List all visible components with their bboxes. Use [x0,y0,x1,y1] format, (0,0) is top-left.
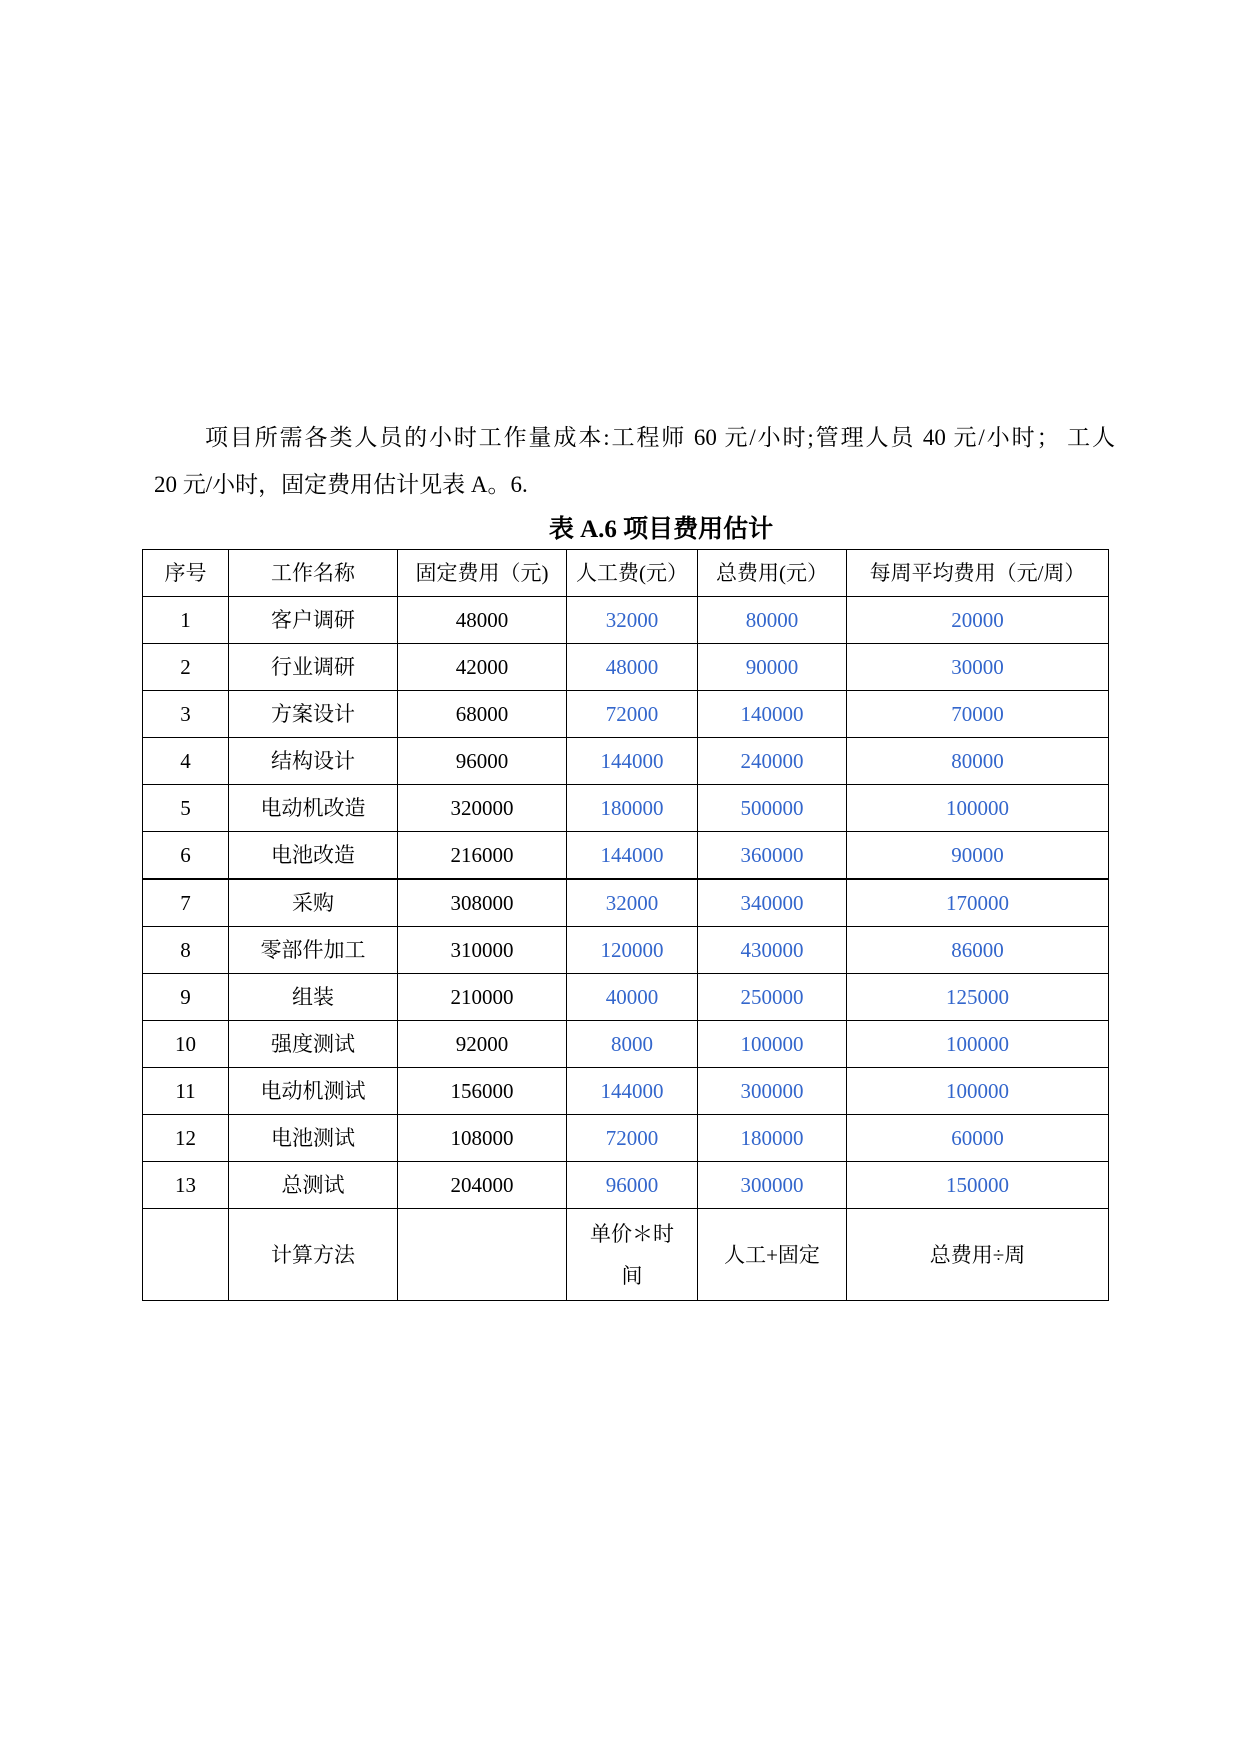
header-seq: 序号 [143,550,229,597]
cell-fixed-cost: 210000 [398,974,567,1021]
cell-total-cost: 90000 [698,644,847,691]
cell-total-cost: 430000 [698,927,847,974]
cell-total-cost: 80000 [698,597,847,644]
header-task-name: 工作名称 [229,550,398,597]
cell-weekly-avg-cost: 86000 [847,927,1109,974]
cell-labor-cost: 144000 [567,738,698,785]
cell-fixed-cost: 204000 [398,1162,567,1209]
cell-task-name: 采购 [229,879,398,927]
cell-seq: 2 [143,644,229,691]
cell-weekly-avg-cost: 90000 [847,832,1109,880]
cell-labor-cost: 144000 [567,832,698,880]
cell-labor-cost: 40000 [567,974,698,1021]
cell-task-name: 电动机改造 [229,785,398,832]
table-row [143,597,1109,644]
method-cell-seq [143,1209,229,1301]
cell-task-name: 行业调研 [229,644,398,691]
table-row [143,1115,1109,1162]
cell-labor-cost: 8000 [567,1021,698,1068]
cell-labor-cost: 96000 [567,1162,698,1209]
method-cell-weekly-avg-cost: 总费用÷周 [847,1209,1109,1301]
cell-fixed-cost: 42000 [398,644,567,691]
header-weekly-avg-cost: 每周平均费用（元/周） [847,550,1109,597]
method-cell-labor-cost [567,1209,698,1301]
cell-seq: 4 [143,738,229,785]
cell-labor-cost: 72000 [567,1115,698,1162]
method-labor-formula: 单价＊时间 [589,1221,674,1288]
cell-fixed-cost: 68000 [398,691,567,738]
cell-seq: 7 [143,879,229,927]
header-fixed-cost: 固定费用（元) [398,550,567,597]
cell-total-cost: 140000 [698,691,847,738]
cell-task-name: 客户调研 [229,597,398,644]
cell-task-name: 结构设计 [229,738,398,785]
cell-weekly-avg-cost: 30000 [847,644,1109,691]
table-row [143,691,1109,738]
cell-weekly-avg-cost: 20000 [847,597,1109,644]
table-row [143,738,1109,785]
cell-total-cost: 240000 [698,738,847,785]
cost-estimate-table [142,549,1109,1301]
cell-fixed-cost: 48000 [398,597,567,644]
cell-seq: 5 [143,785,229,832]
cell-labor-cost: 32000 [567,597,698,644]
cell-weekly-avg-cost: 80000 [847,738,1109,785]
cell-task-name: 组装 [229,974,398,1021]
cell-total-cost: 100000 [698,1021,847,1068]
cell-total-cost: 300000 [698,1068,847,1115]
cell-fixed-cost: 216000 [398,832,567,880]
cell-seq: 10 [143,1021,229,1068]
cell-fixed-cost: 92000 [398,1021,567,1068]
cell-total-cost: 250000 [698,974,847,1021]
cell-total-cost: 360000 [698,832,847,880]
cell-weekly-avg-cost: 100000 [847,785,1109,832]
cell-labor-cost: 180000 [567,785,698,832]
cell-weekly-avg-cost: 100000 [847,1068,1109,1115]
table-row [143,879,1109,927]
table-header-row [143,550,1109,597]
intro-paragraph-line-1: 项目所需各类人员的小时工作量成本:工程师 60 元/小时;管理人员 40 元/小时； 工人 [205,425,1115,450]
calculation-method-row [143,1209,1109,1301]
cell-seq: 3 [143,691,229,738]
cell-task-name: 方案设计 [229,691,398,738]
method-cell-fixed-cost [398,1209,567,1301]
intro-paragraph-line-2: 20 元/小时，固定费用估计见表 A。6. [154,472,528,497]
table-row [143,1021,1109,1068]
cell-total-cost: 180000 [698,1115,847,1162]
cell-fixed-cost: 96000 [398,738,567,785]
cell-task-name: 总测试 [229,1162,398,1209]
cell-weekly-avg-cost: 70000 [847,691,1109,738]
header-total-cost: 总费用(元） [698,550,847,597]
cell-seq: 13 [143,1162,229,1209]
cell-fixed-cost: 108000 [398,1115,567,1162]
table-row [143,974,1109,1021]
cell-labor-cost: 32000 [567,879,698,927]
cell-fixed-cost: 308000 [398,879,567,927]
cell-total-cost: 300000 [698,1162,847,1209]
method-cell-total-cost: 人工+固定 [698,1209,847,1301]
cell-weekly-avg-cost: 150000 [847,1162,1109,1209]
cell-labor-cost: 144000 [567,1068,698,1115]
cell-seq: 12 [143,1115,229,1162]
header-labor-cost: 人工费(元） [567,550,698,597]
cell-task-name: 电池测试 [229,1115,398,1162]
cell-weekly-avg-cost: 60000 [847,1115,1109,1162]
table-row [143,1162,1109,1209]
table-row [143,927,1109,974]
table-row [143,644,1109,691]
cell-task-name: 强度测试 [229,1021,398,1068]
cell-seq: 11 [143,1068,229,1115]
cell-weekly-avg-cost: 100000 [847,1021,1109,1068]
cell-seq: 1 [143,597,229,644]
cell-seq: 9 [143,974,229,1021]
table-caption: 表 A.6 项目费用估计 [548,516,774,543]
cell-task-name: 电动机测试 [229,1068,398,1115]
cell-fixed-cost: 156000 [398,1068,567,1115]
cell-seq: 8 [143,927,229,974]
cell-task-name: 零部件加工 [229,927,398,974]
cell-labor-cost: 72000 [567,691,698,738]
cell-fixed-cost: 310000 [398,927,567,974]
cell-labor-cost: 120000 [567,927,698,974]
cell-labor-cost: 48000 [567,644,698,691]
cell-weekly-avg-cost: 170000 [847,879,1109,927]
table-row [143,1068,1109,1115]
table-row [143,832,1109,880]
cell-fixed-cost: 320000 [398,785,567,832]
cell-total-cost: 340000 [698,879,847,927]
cell-seq: 6 [143,832,229,880]
cell-total-cost: 500000 [698,785,847,832]
cell-weekly-avg-cost: 125000 [847,974,1109,1021]
method-cell-label: 计算方法 [229,1209,398,1301]
table-row [143,785,1109,832]
cell-task-name: 电池改造 [229,832,398,880]
